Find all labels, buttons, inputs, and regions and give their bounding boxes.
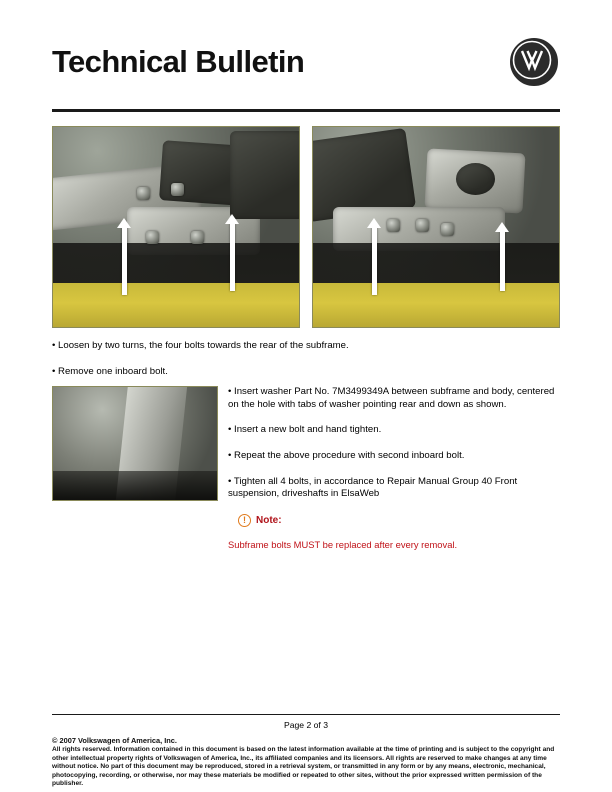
footer-divider (52, 714, 560, 715)
photo-bolt (137, 187, 150, 200)
page-title: Technical Bulletin (52, 44, 305, 79)
list-item: • Insert a new bolt and hand tighten. (228, 424, 382, 436)
photo-yellow-surface (313, 283, 559, 327)
warning-icon: ! (238, 514, 251, 527)
page-header (52, 38, 560, 106)
list-item: • Repeat the above procedure with second inboard bolt. (228, 449, 465, 461)
photo-bushing-hole (456, 163, 495, 195)
copyright-block (52, 736, 560, 789)
instruction-list-main (228, 386, 560, 552)
copyright-line: © 2007 Volkswagen of America, Inc. (52, 736, 177, 745)
list-item: • Loosen by two turns, the four bolts towards the rear of the subframe. (52, 340, 349, 351)
photo-subframe-right (312, 126, 560, 328)
photo-part-upper (230, 131, 300, 219)
header-divider (52, 109, 560, 112)
list-item: • Tighten all 4 bolts, in accordance to Repair Manual Group 40 Front suspension, driveshafts in ElsaWeb (228, 475, 518, 500)
callout-arrow-icon (122, 227, 127, 295)
photo-bolt (171, 183, 184, 196)
figure-and-instructions (52, 386, 560, 586)
callout-arrow-icon (372, 227, 377, 295)
list-item: • Remove one inboard bolt. (52, 365, 168, 377)
list-item: • Insert washer Part No. 7M3499349A between subframe and body, centered on the hole with tabs of washer pointing rear and down as shown. (228, 386, 555, 410)
note-label: Note: (256, 514, 282, 526)
legal-text: All rights reserved. Information contained in this document is based on the latest information available at the time of printing and is subject to the copyright and other intellectual property rights of Volkswagen of America, Inc., its affiliated companies and its licensors. All rights are reserved to make changes at any time without notice. No part of this document may be reproduced, stored in a retrieval system, or transmitted in any form or by any means, electronic, mechanical, photocopying, recording, or otherwise, nor may these materials be modified or repeated to other sites, without the prior expressed written permission of the publisher. (52, 746, 555, 788)
callout-arrow-icon (230, 223, 235, 291)
instruction-list-top (52, 340, 560, 392)
photo-bolt (416, 219, 429, 232)
photo-bolt (441, 223, 454, 236)
photo-subframe-left (52, 126, 300, 328)
figure-row-top (52, 126, 560, 328)
photo-bolt (146, 231, 159, 244)
photo-shadow-band (53, 471, 217, 500)
photo-bolt (387, 219, 400, 232)
photo-bolt (191, 231, 204, 244)
photo-washer-detail (52, 386, 218, 501)
note-header (238, 514, 560, 527)
note-text: Subframe bolts MUST be replaced after every removal. (228, 539, 458, 551)
photo-yellow-surface (53, 283, 299, 327)
volkswagen-logo (510, 38, 558, 86)
page-number: Page 2 of 3 (284, 720, 328, 730)
callout-arrow-icon (500, 231, 505, 291)
